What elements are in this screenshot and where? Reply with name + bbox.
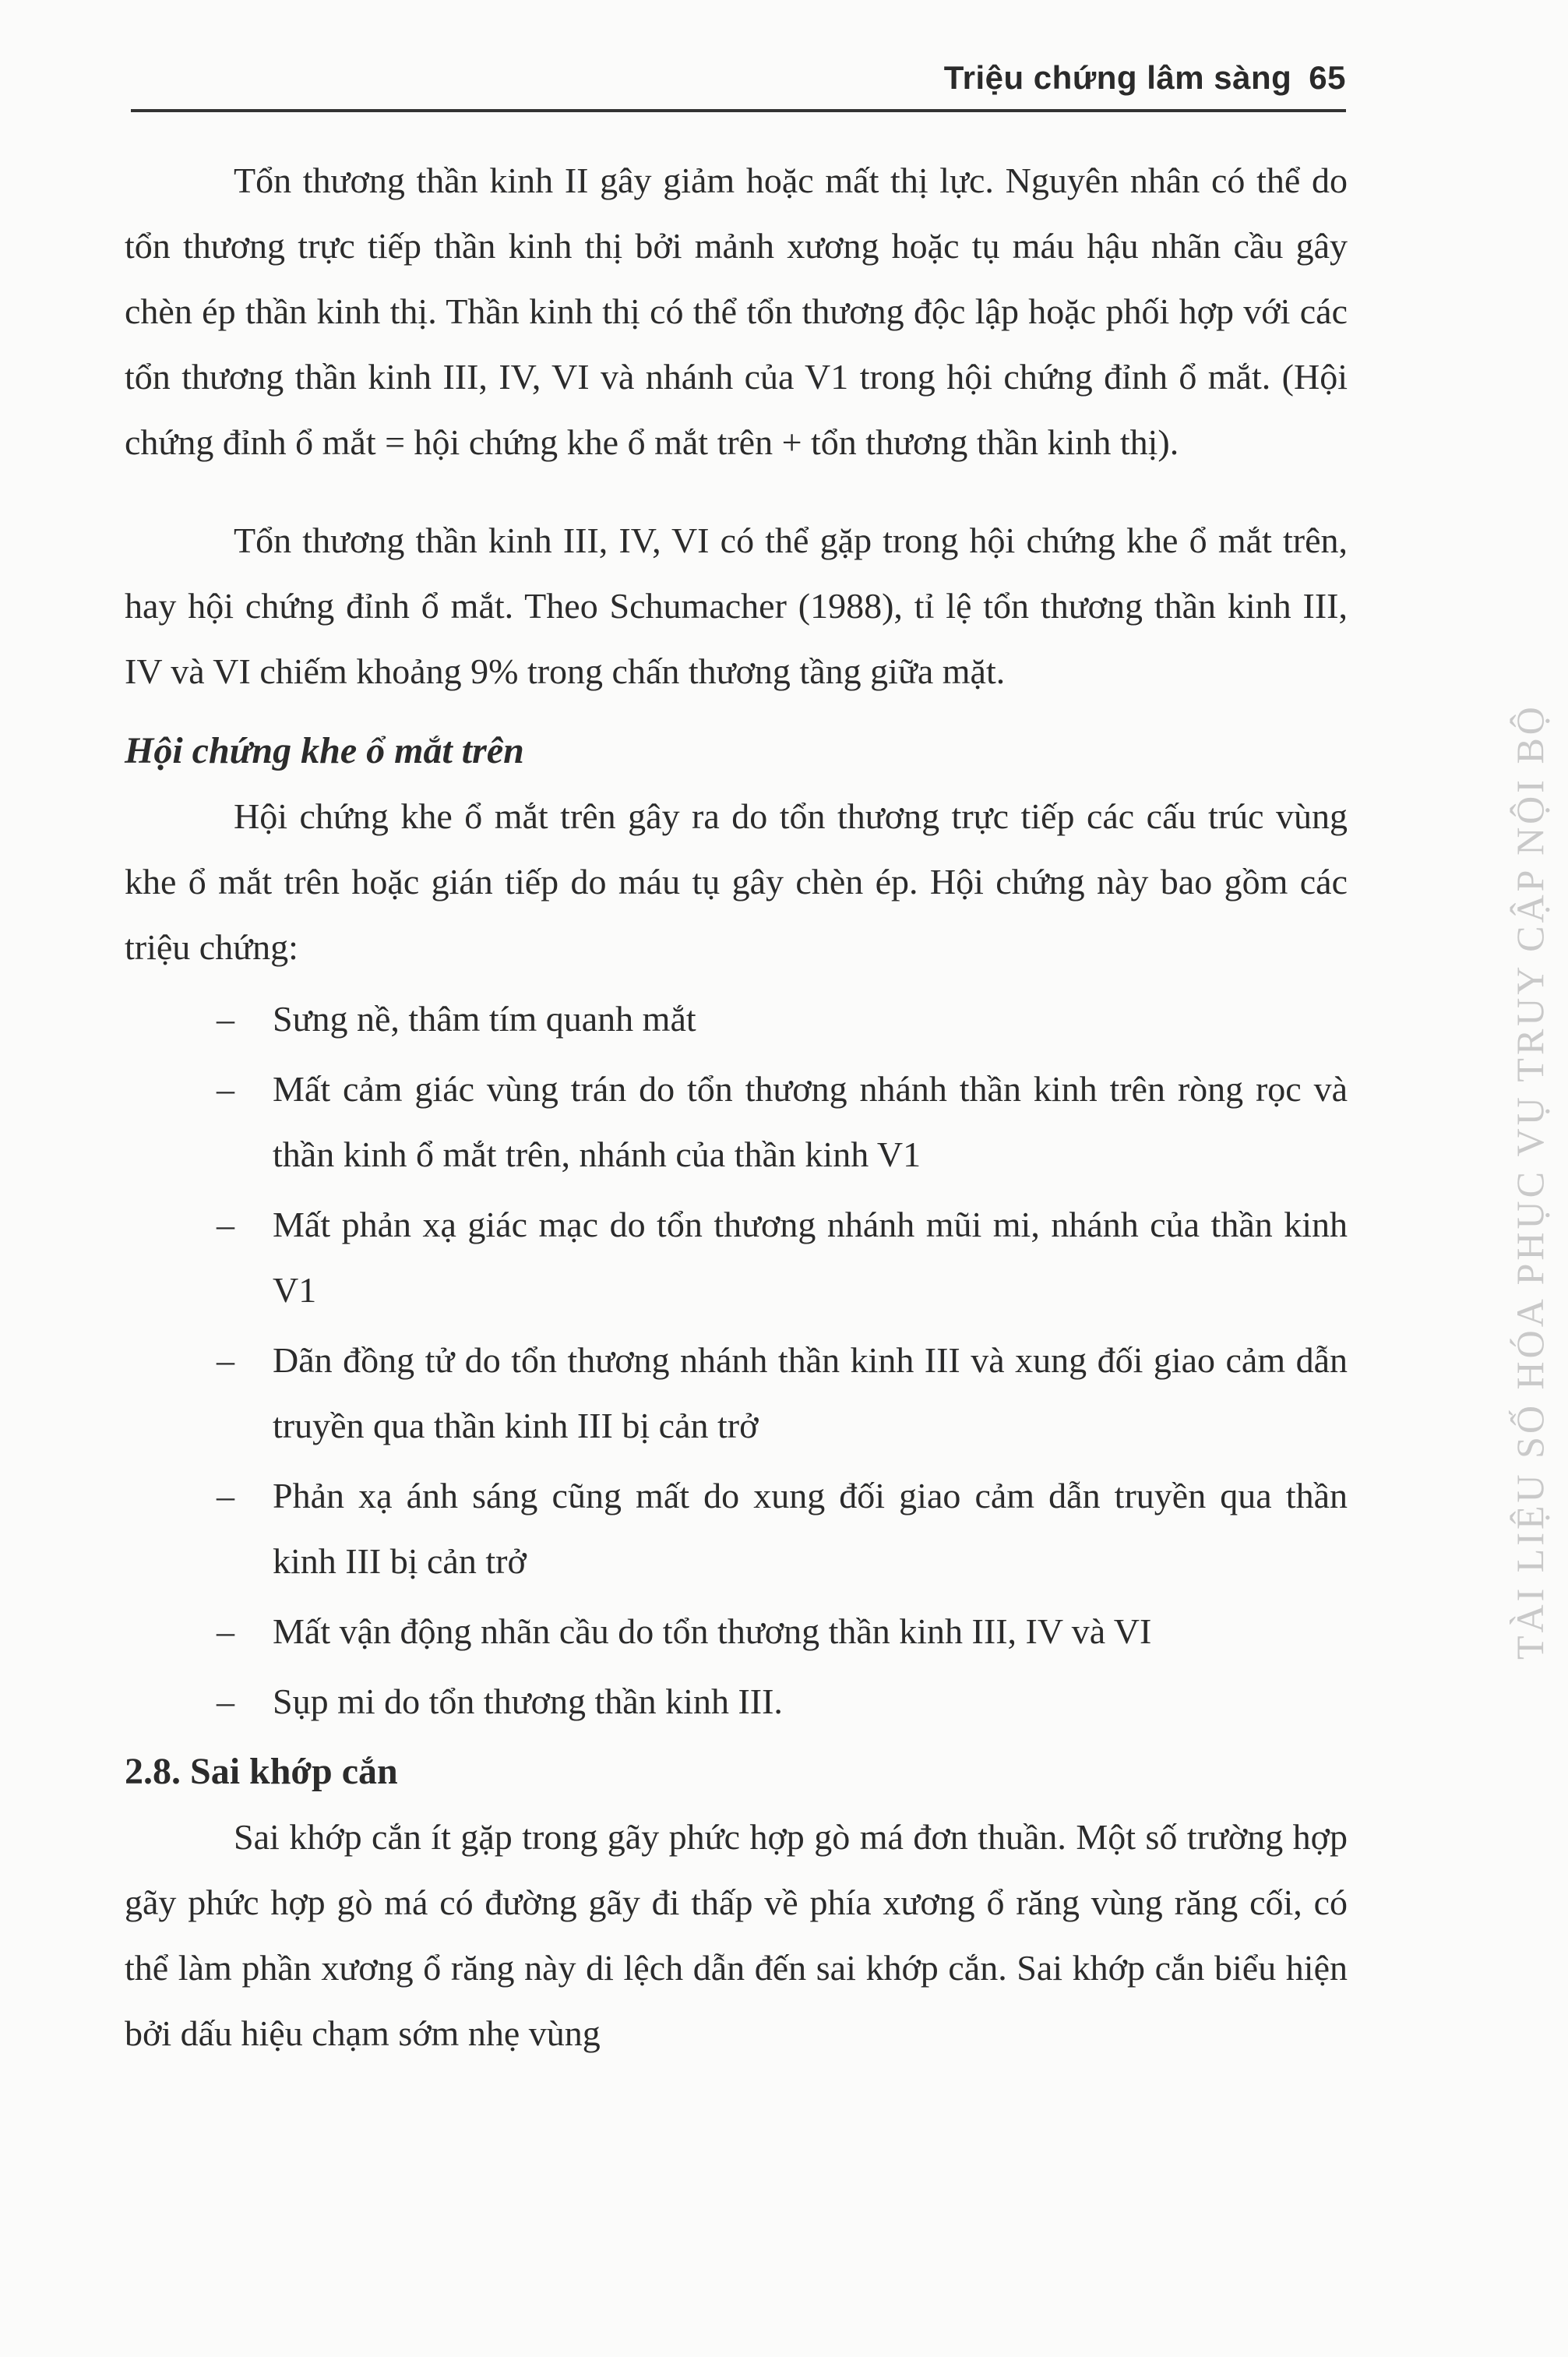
bullet-dash: – [217,1069,234,1109]
watermark-text: TÀI LIỆU SỐ HÓA PHỤC VỤ TRUY CẬP NỘI BỘ [1508,704,1552,1660]
list-item [125,1192,1348,1323]
list-item-text: Sưng nề, thâm tím quanh mắt [273,999,696,1039]
bullet-dash: – [217,1611,234,1651]
subheading-superior-orbital-fissure: Hội chứng khe ổ mắt trên [125,730,524,771]
list-item [125,1599,1348,1664]
bullet-dash: – [217,1476,234,1515]
list-item [125,1057,1348,1187]
list-item [125,1328,1348,1459]
symptom-list [125,986,1348,1734]
running-header [131,53,1346,112]
list-item-text: Sụp mi do tổn thương thần kinh III. [273,1681,783,1721]
list-item-text: Phản xạ ánh sáng cũng mất do xung đối giao cảm dẫn truyền qua thần kinh III bị cản trở [273,1476,1348,1581]
list-item-text: Dãn đồng tử do tổn thương nhánh thần kinh III và xung đối giao cảm dẫn truyền qua thần kinh III bị cản trở [273,1340,1348,1445]
section-heading-malocclusion: 2.8. Sai khớp cắn [125,1751,398,1792]
list-item-text: Mất cảm giác vùng trán do tổn thương nhánh thần kinh trên ròng rọc và thần kinh ổ mắt trên, nhánh của thần kinh V1 [273,1069,1348,1174]
list-item [125,1463,1348,1594]
header-title: Triệu chứng lâm sàng [943,59,1292,96]
paragraph-cranial-nerves: Tổn thương thần kinh III, IV, VI có thể gặp trong hội chứng khe ổ mắt trên, hay hội chứng đỉnh ổ mắt. Theo Schumacher (1988), tỉ lệ tổn thương thần kinh III, IV và VI chiếm khoảng 9% trong chấn thương tầng giữa mặt. [125,520,1348,691]
list-item-text: Mất phản xạ giác mạc do tổn thương nhánh mũi mi, nhánh của thần kinh V1 [273,1205,1348,1310]
paragraph-optic-nerve: Tổn thương thần kinh II gây giảm hoặc mất thị lực. Nguyên nhân có thể do tổn thương trực tiếp thần kinh thị bởi mảnh xương hoặc tụ máu hậu nhãn cầu gây chèn ép thần kinh thị. Thần kinh thị có thể tổn thương độc lập hoặc phối hợp với các tổn thương thần kinh III, IV, VI và nhánh của V1 trong hội chứng đỉnh ổ mắt. (Hội chứng đỉnh ổ mắt = hội chứng khe ổ mắt trên + tổn thương thần kinh thị). [125,161,1348,462]
bullet-dash: – [217,1681,234,1721]
bullet-dash: – [217,1340,234,1380]
bullet-dash: – [217,1205,234,1244]
list-item [125,1669,1348,1734]
page-body [125,148,1348,2066]
header-text [944,59,1346,97]
paragraph-syndrome-intro: Hội chứng khe ổ mắt trên gây ra do tổn thương trực tiếp các cấu trúc vùng khe ổ mắt trên hoặc gián tiếp do máu tụ gây chèn ép. Hội chứng này bao gồm các triệu chứng: [125,796,1348,967]
page-number: 65 [1309,59,1346,96]
bullet-dash: – [217,999,234,1039]
list-item-text: Mất vận động nhãn cầu do tổn thương thần kinh III, IV và VI [273,1611,1152,1651]
paragraph-malocclusion: Sai khớp cắn ít gặp trong gãy phức hợp gò má đơn thuần. Một số trường hợp gãy phức hợp gò má có đường gãy đi thấp về phía xương ổ răng vùng răng cối, có thể làm phần xương ổ răng này di lệch dẫn đến sai khớp cắn. Sai khớp cắn biểu hiện bởi dấu hiệu chạm sớm nhẹ vùng [125,1817,1348,2053]
list-item [125,986,1348,1052]
paragraph-gap [125,475,1348,508]
